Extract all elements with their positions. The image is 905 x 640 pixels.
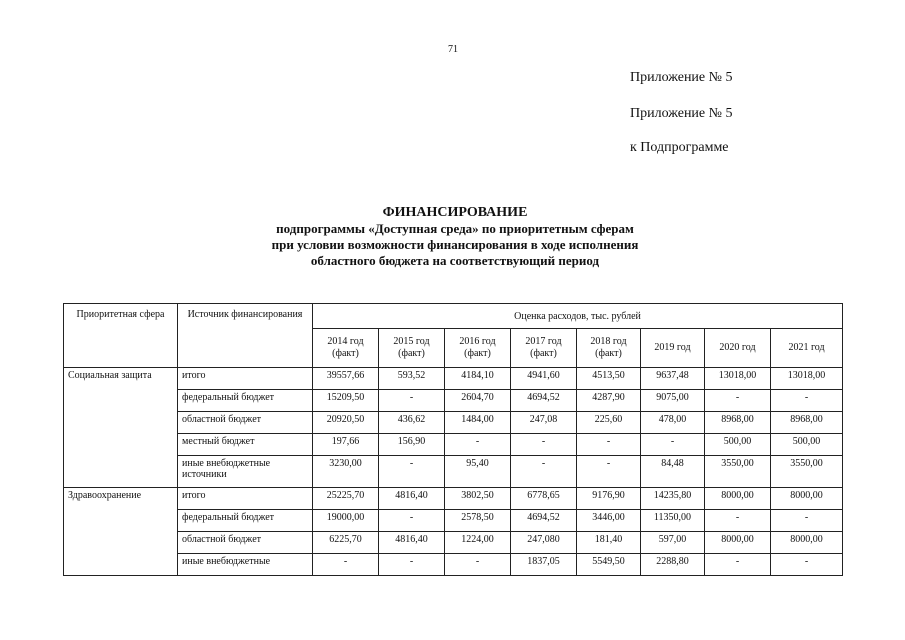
- value-cell: 4941,60: [511, 368, 577, 390]
- header-year: 2021 год: [771, 329, 843, 368]
- value-cell: 3230,00: [313, 456, 379, 488]
- header-year: 2016 год (факт): [445, 329, 511, 368]
- value-cell: -: [445, 554, 511, 576]
- value-cell: -: [705, 390, 771, 412]
- value-cell: 5549,50: [577, 554, 641, 576]
- value-cell: 436,62: [379, 412, 445, 434]
- value-cell: 181,40: [577, 532, 641, 554]
- value-cell: 4816,40: [379, 532, 445, 554]
- value-cell: 4287,90: [577, 390, 641, 412]
- value-cell: 1224,00: [445, 532, 511, 554]
- value-cell: 6225,70: [313, 532, 379, 554]
- document-title: [190, 205, 720, 269]
- value-cell: 9637,48: [641, 368, 705, 390]
- financing-table: [63, 303, 843, 576]
- value-cell: -: [511, 456, 577, 488]
- title-line: подпрограммы «Доступная среда» по приоритетным сферам: [276, 221, 634, 236]
- source-cell: итого: [178, 368, 313, 390]
- value-cell: 247,08: [511, 412, 577, 434]
- source-cell: областной бюджет: [178, 412, 313, 434]
- value-cell: 11350,00: [641, 510, 705, 532]
- header-year: 2015 год (факт): [379, 329, 445, 368]
- value-cell: 9176,90: [577, 488, 641, 510]
- appendix-label: Приложение № 5: [630, 70, 733, 85]
- value-cell: -: [313, 554, 379, 576]
- value-cell: -: [705, 510, 771, 532]
- value-cell: 4513,50: [577, 368, 641, 390]
- value-cell: -: [577, 434, 641, 456]
- value-cell: -: [771, 510, 843, 532]
- value-cell: 8968,00: [771, 412, 843, 434]
- sphere-cell-empty: [64, 390, 178, 412]
- value-cell: -: [379, 554, 445, 576]
- value-cell: 20920,50: [313, 412, 379, 434]
- value-cell: -: [771, 554, 843, 576]
- value-cell: 13018,00: [705, 368, 771, 390]
- sphere-cell-empty: [64, 510, 178, 532]
- sphere-cell-empty: [64, 434, 178, 456]
- value-cell: 3550,00: [771, 456, 843, 488]
- value-cell: 2578,50: [445, 510, 511, 532]
- appendix-label: Приложение № 5: [630, 106, 733, 121]
- value-cell: 8000,00: [705, 532, 771, 554]
- header-sphere: Приоритетная сфера: [64, 304, 178, 368]
- table-row: [64, 510, 843, 532]
- value-cell: 156,90: [379, 434, 445, 456]
- table-row: [64, 368, 843, 390]
- value-cell: 8000,00: [771, 488, 843, 510]
- value-cell: 500,00: [771, 434, 843, 456]
- source-cell: местный бюджет: [178, 434, 313, 456]
- value-cell: 247,080: [511, 532, 577, 554]
- value-cell: 13018,00: [771, 368, 843, 390]
- source-cell: федеральный бюджет: [178, 390, 313, 412]
- table-row: [64, 412, 843, 434]
- value-cell: 2604,70: [445, 390, 511, 412]
- header-source: Источник финансирования: [178, 304, 313, 368]
- source-cell: итого: [178, 488, 313, 510]
- value-cell: -: [445, 434, 511, 456]
- value-cell: 8000,00: [705, 488, 771, 510]
- value-cell: 3550,00: [705, 456, 771, 488]
- sphere-cell: Здравоохранение: [64, 488, 178, 510]
- header-year: 2019 год: [641, 329, 705, 368]
- value-cell: -: [577, 456, 641, 488]
- value-cell: 4184,10: [445, 368, 511, 390]
- page-number: 71: [448, 44, 458, 55]
- value-cell: 593,52: [379, 368, 445, 390]
- value-cell: 3446,00: [577, 510, 641, 532]
- value-cell: 500,00: [705, 434, 771, 456]
- source-cell: иные внебюджетные: [178, 554, 313, 576]
- value-cell: 8968,00: [705, 412, 771, 434]
- value-cell: -: [379, 456, 445, 488]
- value-cell: 4694,52: [511, 510, 577, 532]
- value-cell: -: [771, 390, 843, 412]
- header-year: 2014 год (факт): [313, 329, 379, 368]
- header-year: 2018 год (факт): [577, 329, 641, 368]
- value-cell: 39557,66: [313, 368, 379, 390]
- sphere-cell: Социальная защита: [64, 368, 178, 390]
- value-cell: 84,48: [641, 456, 705, 488]
- value-cell: 19000,00: [313, 510, 379, 532]
- title-line: областного бюджета на соответствующий период: [310, 253, 600, 268]
- value-cell: 15209,50: [313, 390, 379, 412]
- sphere-cell-empty: [64, 412, 178, 434]
- source-cell: федеральный бюджет: [178, 510, 313, 532]
- value-cell: 1484,00: [445, 412, 511, 434]
- value-cell: 95,40: [445, 456, 511, 488]
- table-header-row: [64, 304, 843, 329]
- table-row: [64, 554, 843, 576]
- table-row: [64, 390, 843, 412]
- header-year: 2020 год: [705, 329, 771, 368]
- value-cell: -: [641, 434, 705, 456]
- table-row: [64, 434, 843, 456]
- header-estimate: Оценка расходов, тыс. рублей: [313, 304, 843, 329]
- value-cell: 197,66: [313, 434, 379, 456]
- value-cell: -: [379, 390, 445, 412]
- value-cell: 8000,00: [771, 532, 843, 554]
- table-row: [64, 532, 843, 554]
- sphere-cell-empty: [64, 456, 178, 488]
- title-line: ФИНАНСИРОВАНИЕ: [382, 205, 528, 220]
- value-cell: -: [379, 510, 445, 532]
- source-cell: областной бюджет: [178, 532, 313, 554]
- value-cell: 225,60: [577, 412, 641, 434]
- value-cell: 4694,52: [511, 390, 577, 412]
- value-cell: 6778,65: [511, 488, 577, 510]
- source-cell: иные внебюджетные источники: [178, 456, 313, 488]
- table-row: [64, 488, 843, 510]
- value-cell: 4816,40: [379, 488, 445, 510]
- value-cell: -: [511, 434, 577, 456]
- value-cell: 597,00: [641, 532, 705, 554]
- header-year: 2017 год (факт): [511, 329, 577, 368]
- table-row: [64, 456, 843, 488]
- value-cell: 25225,70: [313, 488, 379, 510]
- value-cell: 14235,80: [641, 488, 705, 510]
- title-line: при условии возможности финансирования в ходе исполнения: [271, 237, 639, 252]
- value-cell: 1837,05: [511, 554, 577, 576]
- appendix-subprogram-label: к Подпрограмме: [630, 140, 729, 155]
- sphere-cell-empty: [64, 532, 178, 554]
- value-cell: 2288,80: [641, 554, 705, 576]
- value-cell: 9075,00: [641, 390, 705, 412]
- value-cell: -: [705, 554, 771, 576]
- value-cell: 478,00: [641, 412, 705, 434]
- sphere-cell-empty: [64, 554, 178, 576]
- value-cell: 3802,50: [445, 488, 511, 510]
